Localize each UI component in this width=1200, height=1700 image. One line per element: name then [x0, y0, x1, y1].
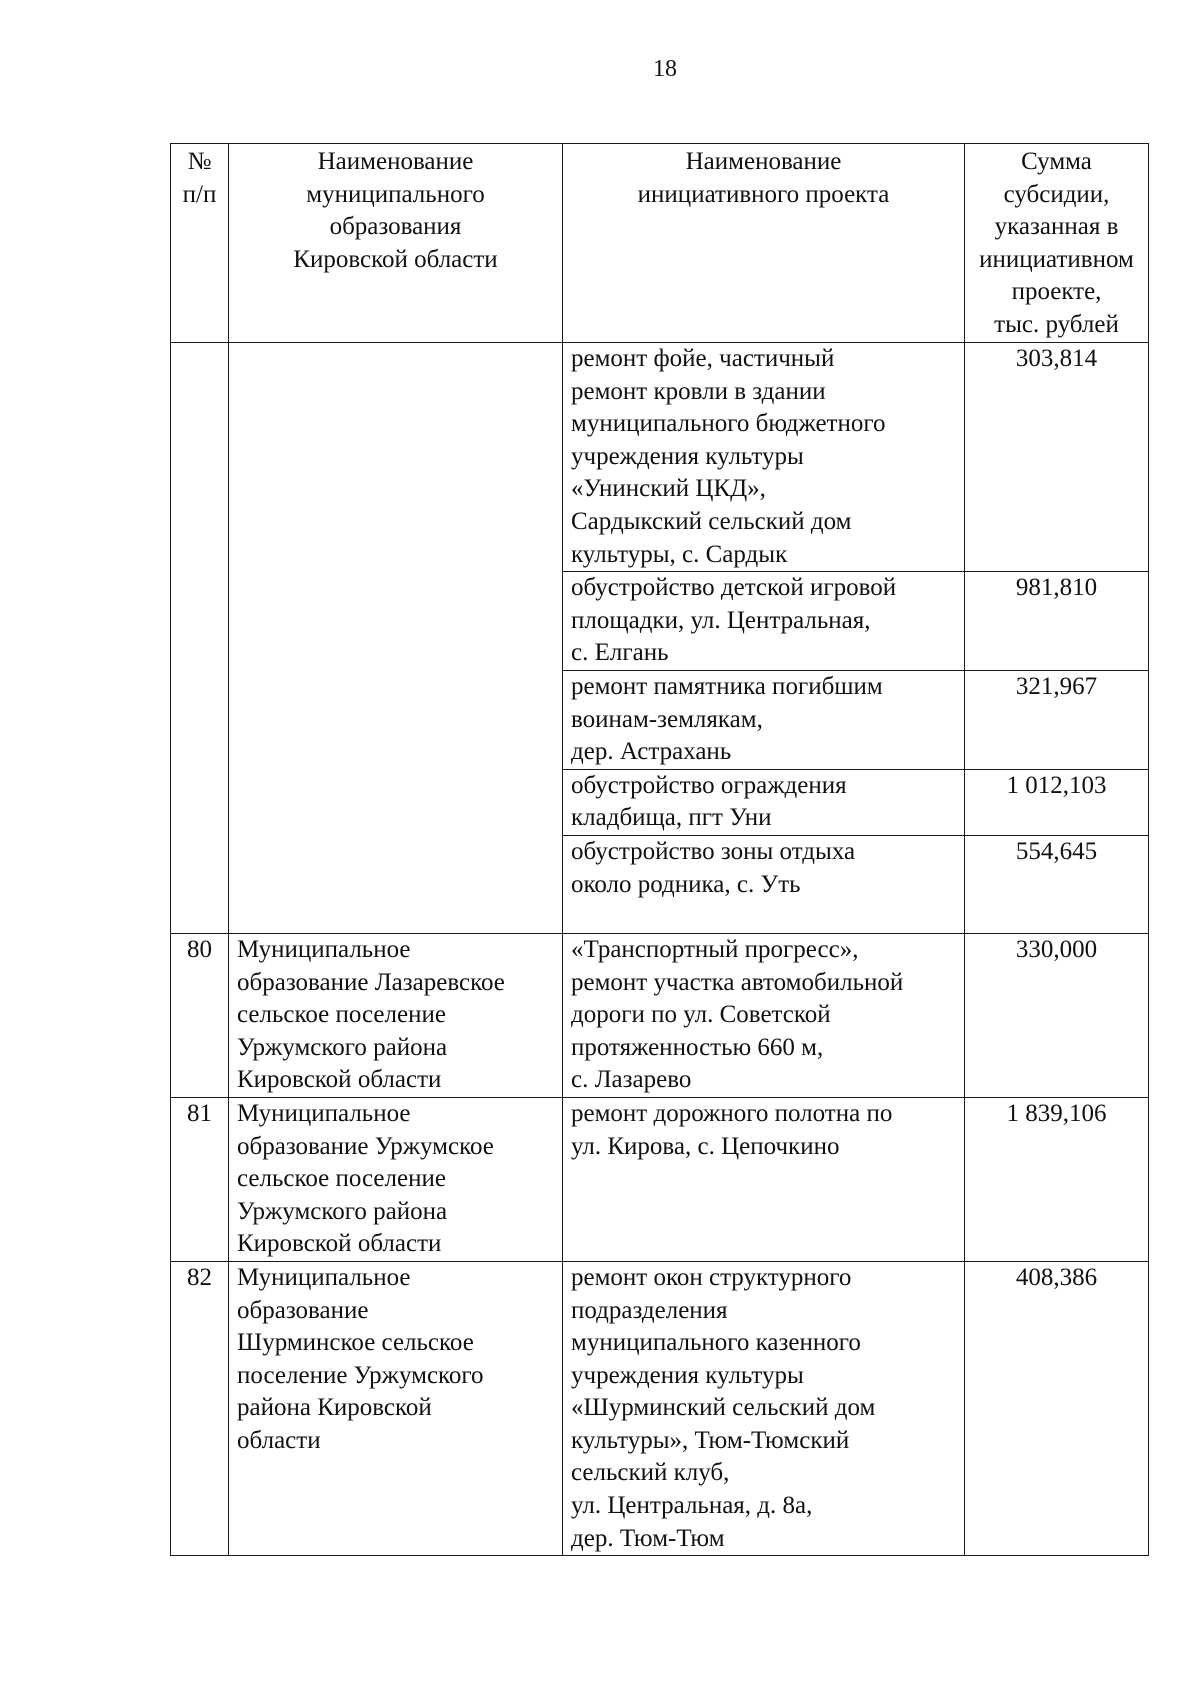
- project-cell: [563, 933, 965, 1097]
- header-text-line: указанная в: [994, 213, 1119, 241]
- project-text-line: около родника, с. Уть: [571, 870, 801, 898]
- project-text-line: подразделения: [571, 1296, 728, 1324]
- project-text-line: ремонт кровли в здании: [571, 377, 826, 405]
- table-row: [171, 1261, 1149, 1555]
- project-text-line: «Унинский ЦКД»,: [571, 475, 766, 503]
- header-text-line: образования: [329, 213, 462, 241]
- project-text-line: кладбища, пгт Уни: [571, 804, 772, 832]
- project-text-line: с. Лазарево: [571, 1066, 692, 1094]
- project-text-line: «Транспортный прогресс»,: [571, 935, 859, 963]
- header-text-line: Наименование: [685, 148, 842, 175]
- header-text-line: №: [187, 148, 212, 175]
- municipality-text-line: поселение Уржумского: [237, 1361, 484, 1389]
- municipality-cell: [229, 1097, 563, 1261]
- sum-cell: 321,967: [965, 670, 1149, 769]
- header-text-line: Сумма: [1021, 148, 1092, 175]
- header-text-line: п/п: [182, 180, 217, 208]
- municipality-text-line: Уржумского района: [237, 1033, 448, 1061]
- project-text-line: обустройство ограждения: [571, 771, 847, 799]
- municipality-cell: [229, 933, 563, 1097]
- municipality-text-line: Кировской области: [237, 1066, 442, 1094]
- project-text-line: ремонт памятника погибшим: [571, 672, 883, 700]
- project-text-line: дороги по ул. Советской: [571, 1001, 831, 1029]
- sum-cell: 303,814: [965, 343, 1149, 572]
- municipality-text-line: области: [237, 1426, 321, 1454]
- project-cell: [563, 343, 965, 572]
- header-text-line: субсидии,: [1003, 180, 1110, 208]
- header-text-line: Наименование: [317, 148, 474, 175]
- municipality-text-line: сельское поселение: [237, 1001, 446, 1029]
- project-cell: [563, 1261, 965, 1555]
- project-text-line: Сардыкский сельский дом: [571, 507, 852, 535]
- number-cell: 80: [171, 933, 229, 1097]
- municipality-text-line: Муниципальное: [237, 935, 411, 963]
- municipality-text-line: образование Уржумское: [237, 1132, 494, 1160]
- page-number: 18: [653, 56, 677, 82]
- header-sum: [965, 144, 1149, 343]
- number-cell: [171, 343, 229, 934]
- project-text-line: «Шурминский сельский дом: [571, 1394, 876, 1422]
- project-cell: [563, 1097, 965, 1261]
- header-text-line: Кировской области: [293, 245, 498, 273]
- header-text-line: тыс. рублей: [994, 310, 1119, 338]
- header-project: [563, 144, 965, 343]
- table-header-row: [171, 144, 1149, 343]
- header-text-line: инициативном: [979, 245, 1134, 273]
- project-text-line: учреждения культуры: [571, 442, 804, 470]
- municipality-text-line: образование: [237, 1296, 369, 1324]
- municipality-text-line: района Кировской: [237, 1394, 432, 1422]
- project-text-line: обустройство детской игровой: [571, 574, 897, 602]
- project-cell: [563, 572, 965, 671]
- project-text-line: ул. Центральная, д. 8а,: [571, 1492, 813, 1520]
- subsidy-table: [170, 143, 1149, 1556]
- sum-cell: 408,386: [965, 1261, 1149, 1555]
- number-cell: 82: [171, 1261, 229, 1555]
- number-cell: 81: [171, 1097, 229, 1261]
- table-row: [171, 933, 1149, 1097]
- municipality-text-line: Шурминское сельское: [237, 1329, 474, 1357]
- project-text-line: сельский клуб,: [571, 1459, 730, 1487]
- table-row: [171, 343, 1149, 572]
- header-text-line: муниципального: [306, 180, 485, 208]
- project-cell: [563, 769, 965, 835]
- project-cell: [563, 835, 965, 933]
- project-text-line: ремонт участка автомобильной: [571, 968, 904, 996]
- project-text-line: учреждения культуры: [571, 1361, 804, 1389]
- project-text-line: культуры, с. Сардык: [571, 540, 788, 568]
- project-text-line: ремонт окон структурного: [571, 1263, 852, 1291]
- municipality-cell: [229, 343, 563, 934]
- municipality-text-line: Кировской области: [237, 1230, 442, 1258]
- municipality-text-line: образование Лазаревское: [237, 968, 505, 996]
- table-row: [171, 1097, 1149, 1261]
- sum-cell: 981,810: [965, 572, 1149, 671]
- project-text-line: муниципального казенного: [571, 1329, 861, 1357]
- municipality-text-line: Уржумского района: [237, 1197, 448, 1225]
- project-text-line: дер. Астрахань: [571, 738, 732, 766]
- project-text-line: протяженностью 660 м,: [571, 1033, 824, 1061]
- sum-cell: 554,645: [965, 835, 1149, 933]
- project-cell: [563, 670, 965, 769]
- header-text-line: проекте,: [1011, 278, 1102, 306]
- header-number: [171, 144, 229, 343]
- project-text-line: ремонт дорожного полотна по: [571, 1099, 893, 1127]
- municipality-text-line: сельское поселение: [237, 1165, 446, 1193]
- project-text-line: обустройство зоны отдыха: [571, 837, 856, 865]
- header-municipality: [229, 144, 563, 343]
- municipality-cell: [229, 1261, 563, 1555]
- project-text-line: воинам-землякам,: [571, 705, 763, 733]
- municipality-text-line: Муниципальное: [237, 1263, 411, 1291]
- project-text-line: площадки, ул. Центральная,: [571, 606, 871, 634]
- project-text-line: ул. Кирова, с. Цепочкино: [571, 1132, 840, 1160]
- project-text-line: муниципального бюджетного: [571, 410, 886, 438]
- project-text-line: дер. Тюм-Тюм: [571, 1524, 725, 1552]
- header-text-line: инициативного проекта: [637, 180, 890, 208]
- project-text-line: с. Елгань: [571, 639, 669, 667]
- project-text-line: ремонт фойе, частичный: [571, 345, 835, 372]
- sum-cell: 1 839,106: [965, 1097, 1149, 1261]
- project-text-line: культуры», Тюм-Тюмский: [571, 1426, 850, 1454]
- sum-cell: 330,000: [965, 933, 1149, 1097]
- municipality-text-line: Муниципальное: [237, 1099, 411, 1127]
- sum-cell: 1 012,103: [965, 769, 1149, 835]
